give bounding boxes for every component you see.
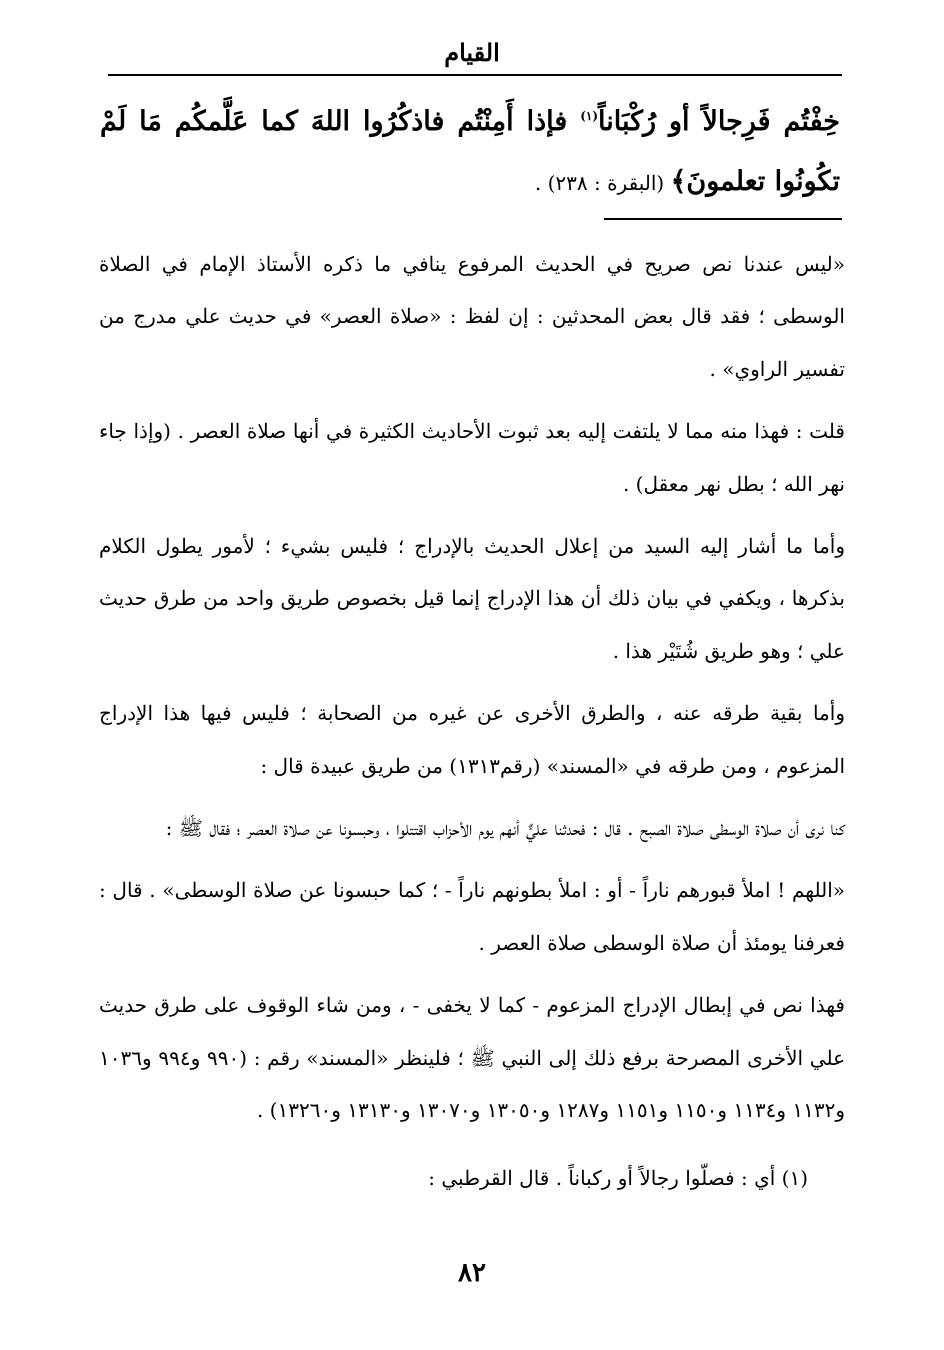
paragraph: «ليس عندنا نص صريح في الحديث المرفوع ينافي ما ذكره الأستاذ الإمام في الصلاة الوسطى ؛ فقد قال بعض المحدثين : إن لفظ : «صلاة العصر» في حديث علي مدرج من تفسير الراوي» . bbox=[99, 252, 845, 381]
quran-verse bbox=[100, 92, 840, 213]
footnote: (١) أي : فصلّوا رجالاً أو ركباناً . قال القرطبي : bbox=[428, 1166, 808, 1190]
body-text bbox=[99, 238, 845, 1147]
verse-text-continued: فإذا أَمِنْتُم فاذكُرُوا اللهَ كما عَلَّمكُم مَا لَمْ تكُونُوا تعلمونَ﴾ bbox=[100, 106, 840, 197]
verse-reference: (البقرة : ٢٣٨) . bbox=[534, 171, 671, 195]
paragraph: «اللهم ! املأ قبورهم ناراً - أو : املأ بطونهم ناراً - ؛ كما حبسونا عن صلاة الوسطى» . قال : فعرفنا يومئذ أن صلاة الوسطى صلاة العصر . bbox=[99, 878, 845, 955]
header-rule bbox=[108, 74, 842, 76]
paragraph: فهذا نص في إبطال الإدراج المزعوم - كما لا يخفى - ، ومن شاء الوقوف على طرق حديث علي الأخرى المصرحة برفع ذلك إلى النبي ﷺ ؛ فلينظر «المسند» رقم : (٩٩٠ و٩٩٤ و١٠٣٦ و١١٣٢ و١١٣٤ و١١٥٠ و١١٥١ و١٢٨٧ و١٣٠٥٠ و١٣٠٧٠ و١٣١٣٠ و١٣٢٦٠) . bbox=[99, 993, 846, 1123]
paragraph: كنا نرى أن صلاة الوسطى صلاة الصبح . قال : فحدثنا عليٌّ أنهم يوم الأحزاب اقتتلوا ، وحبسونا عن صلاة العصر ؛ فقال ﷺ : bbox=[165, 816, 845, 841]
verse-footnote-marker: (١) bbox=[580, 109, 599, 123]
paragraph: وأما ما أشار إليه السيد من إعلال الحديث بالإدراج ؛ فليس بشيء ؛ لأمور يطول الكلام بذكرها ، ويكفي في بيان ذلك أن هذا الإدراج إنما قيل بخصوص طريق واحد من طرق حديث علي ؛ وهو طريق شُتَيْر هذا . bbox=[99, 534, 846, 663]
paragraph: قلت : فهذا منه مما لا يلتفت إليه بعد ثبوت الأحاديث الكثيرة في أنها صلاة العصر . (وإذا جاء نهر الله ؛ بطل نهر معقل) . bbox=[99, 419, 845, 496]
running-header-title: القيام bbox=[444, 38, 500, 67]
separator-rule bbox=[604, 218, 842, 220]
paragraph: وأما بقية طرقه عنه ، والطرق الأخرى عن غيره من الصحابة ؛ فليس فيها هذا الإدراج المزعوم ، ومن طرقه في «المسند» (رقم١٣١٣) من طريق عبيدة قال : bbox=[99, 701, 845, 778]
verse-text: خِفْتُم فَرِجالاً أو رُكْبَاناً bbox=[598, 106, 840, 137]
page-number: ٨٢ bbox=[458, 1258, 486, 1288]
